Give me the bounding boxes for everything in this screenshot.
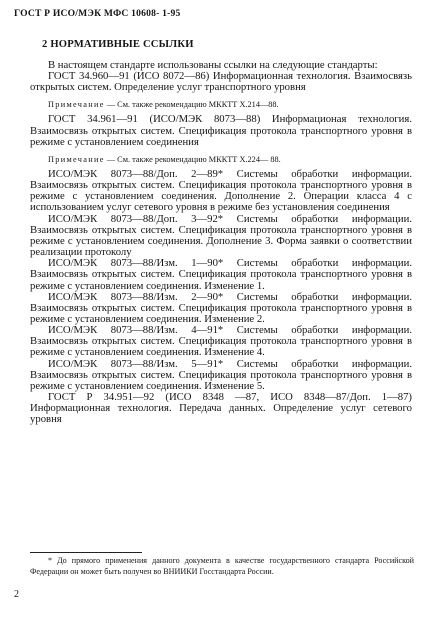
note bbox=[30, 155, 412, 165]
reference-item: ИСО/МЭК 8073—88/Изм. 1—90* Системы обработки информации. Взаимосвязь открытых систем. Спецификация протокола транспортного уровня в режиме с установлением соединения. Изменение 1. bbox=[30, 257, 412, 292]
reference-item: ГОСТ 34.960—91 (ИСО 8072—86) Информационная технология. Взаимосвязь открытых систем. Определение услуг транспортного уровня bbox=[30, 70, 412, 94]
note bbox=[30, 100, 412, 110]
reference-item: ИСО/МЭК 8073—88/Изм. 4—91* Системы обработки информации. Взаимосвязь открытых систем. Спецификация протокола транспортного уровня в режиме с установлением соединения. Изменение 4. bbox=[30, 324, 412, 359]
intro-paragraph: В настоящем стандарте использованы ссылки на следующие стандарты: bbox=[48, 59, 378, 71]
reference-item: ГОСТ 34.961—91 (ИСО/МЭК 8073—88) Информационая технология. Взаимосвязь открытых систем. Спецификация протокола транспортного уровня в режиме с установлением соединения bbox=[30, 113, 412, 148]
reference-item: ИСО/МЭК 8073—88/Изм. 2—90* Системы обработки информации. Взаимосвязь открытых систем. Спецификация протокола транспортного уровня в режиме с установлением соединения. Изменение 2. bbox=[30, 290, 412, 325]
section-title: 2 НОРМАТИВНЫЕ ССЫЛКИ bbox=[42, 39, 194, 50]
reference-item: ИСО/МЭК 8073—88/Доп. 3—92* Системы обработки информации. Взаимосвязь открытых систем. Спецификация протокола транспортного уровня в режиме с установлением соединения. Дополнение 3. Форма заявки о соответствии реализации протоколу bbox=[30, 212, 412, 259]
page-number: 2 bbox=[14, 589, 19, 600]
note-label: Примечание bbox=[48, 100, 105, 110]
running-header: ГОСТ Р ИСО/МЭК МФС 10608- 1-95 bbox=[14, 8, 181, 19]
note-text: — См. также рекомендацию МККТТ Х.224— 88. bbox=[106, 154, 281, 164]
reference-item: ГОСТ Р 34.951—92 (ИСО 8348 —87, ИСО 8348—87/Доп. 1—87) Информационная технология. Передача данных. Определение услуг сетевого уровня bbox=[30, 391, 412, 426]
footnote-divider bbox=[30, 552, 142, 553]
footnote: * До прямого применения данного документа в качестве государственного стандарта Российской Федерации он может быть получен во ВНИИКИ Госстандарта России. bbox=[30, 556, 414, 576]
document-body bbox=[30, 60, 412, 426]
reference-item: ИСО/МЭК 8073—88/Изм. 5—91* Системы обработки информации. Взаимосвязь открытых систем. Спецификация протокола транспортного уровня в режиме с установлением соединения. Изменение 5. bbox=[30, 357, 412, 392]
note-label: Примечание bbox=[48, 154, 105, 164]
note-text: — См. также рекомендацию МККТТ Х.214—88. bbox=[106, 100, 279, 110]
reference-item: ИСО/МЭК 8073—88/Доп. 2—89* Системы обработки информации. Взаимосвязь открытых систем. Спецификация протокола транспортного уровня в режиме с установлением соединения. Дополнение 2. Операции класса 4 с использованием услуг сетевого уровня в режиме без установления соединения bbox=[30, 167, 412, 214]
